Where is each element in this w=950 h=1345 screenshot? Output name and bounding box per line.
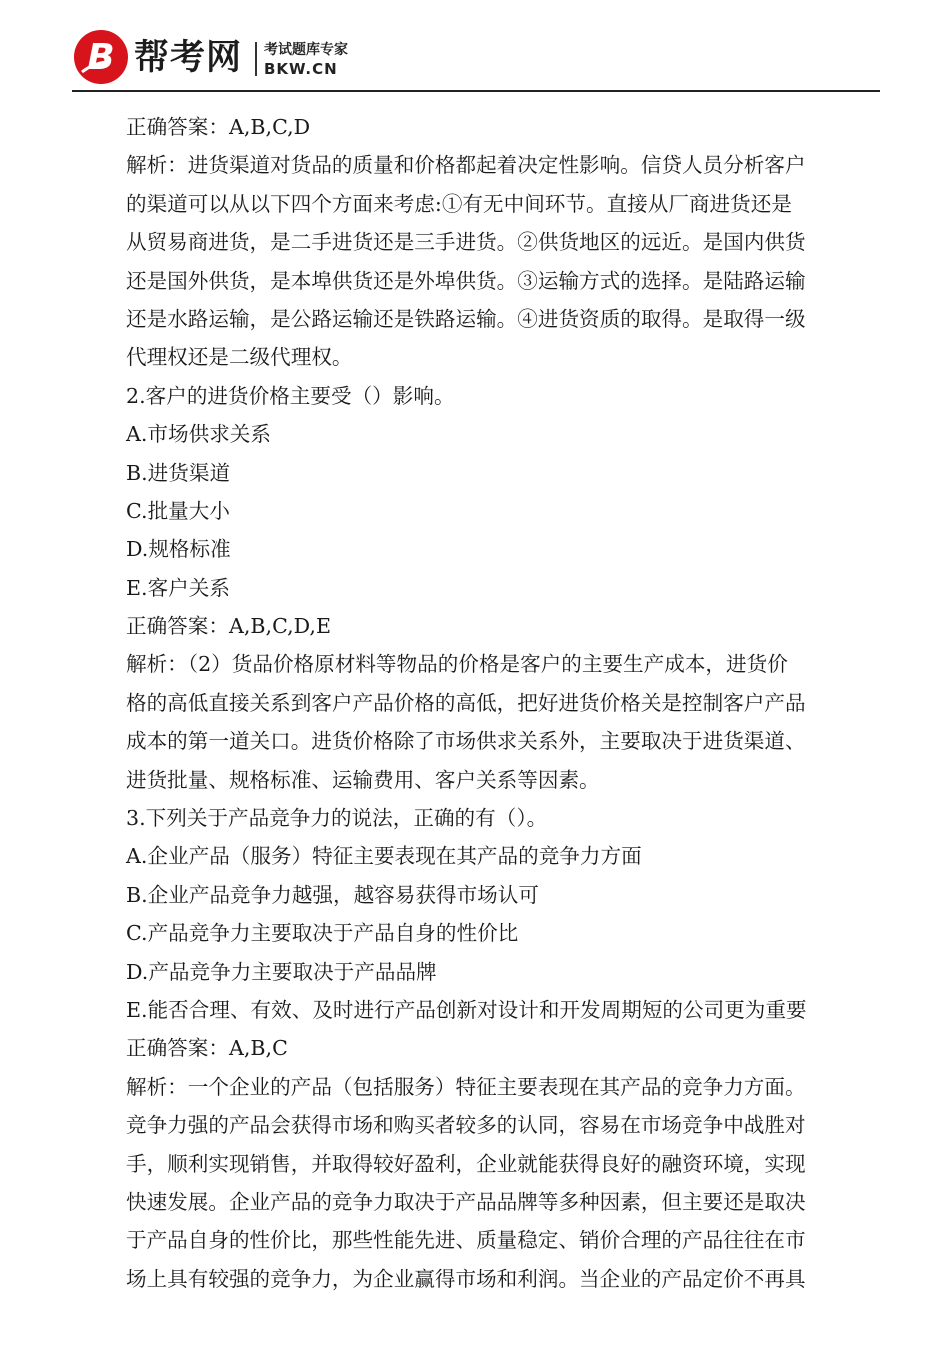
text-line: C.产品竞争力主要取决于产品自身的性价比 [126, 921, 519, 946]
text-line: 成本的第一道关口。进货价格除了市场供求关系外，主要取决于进货渠道、 [126, 729, 806, 754]
text-line: 格的高低直接关系到客户产品价格的高低，把好进货价格关是控制客户产品 [126, 690, 806, 715]
text-line: 快速发展。企业产品的竞争力取决于产品品牌等多种因素，但主要还是取决 [126, 1189, 806, 1214]
text-line: A.企业产品（服务）特征主要表现在其产品的竞争力方面 [126, 844, 642, 869]
header-rule [72, 90, 880, 92]
text-line: E.能否合理、有效、及时进行产品创新对设计和开发周期短的公司更为重要 [126, 997, 807, 1022]
page-header [72, 28, 880, 92]
text-line: 从贸易商进货，是二手进货还是三手进货。②供货地区的远近。是国内供货 [126, 230, 806, 255]
text-line: D.产品竞争力主要取决于产品品牌 [126, 959, 437, 984]
text-line: A.市场供求关系 [126, 422, 271, 447]
text-line: D.规格标准 [126, 537, 231, 562]
text-line: B.进货渠道 [126, 460, 231, 485]
text-line: 解析：一个企业的产品（包括服务）特征主要表现在其产品的竞争力方面。 [126, 1074, 806, 1099]
text-line: C.批量大小 [126, 498, 230, 523]
text-line: 进货批量、规格标准、运输费用、客户关系等因素。 [126, 767, 600, 792]
text-line: 于产品自身的性价比，那些性能先进、质量稳定、销价合理的产品往往在市 [126, 1228, 806, 1253]
logo-letter: B [87, 37, 115, 78]
text-line: 正确答案：A,B,C [126, 1036, 288, 1061]
brand-slogan: 考试题库专家 [264, 42, 348, 58]
text-line: B.企业产品竞争力越强，越容易获得市场认可 [126, 882, 539, 907]
text-line: 的渠道可以从以下四个方面来考虑:①有无中间环节。直接从厂商进货还是 [126, 191, 792, 216]
text-line: 正确答案：A,B,C,D,E [126, 614, 331, 639]
text-line: 正确答案：A,B,C,D [126, 115, 311, 139]
text-line: 解析：进货渠道对货品的质量和价格都起着决定性影响。信贷人员分析客户 [126, 153, 806, 178]
text-line: E.客户关系 [126, 575, 230, 600]
text-line: 代理权还是二级代理权。 [126, 345, 353, 370]
text-line: 竞争力强的产品会获得市场和购买者较多的认同，容易在市场竞争中战胜对 [126, 1113, 806, 1138]
document-body [126, 108, 866, 1298]
brand-url: BKW.CN [264, 60, 338, 78]
text-line: 还是水路运输，是公路运输还是铁路运输。④进货资质的取得。是取得一级 [126, 306, 806, 331]
text-line: 手，顺利实现销售，并取得较好盈利，企业就能获得良好的融资环境，实现 [126, 1151, 806, 1176]
text-line: 2.客户的进货价格主要受（）影响。 [126, 383, 455, 408]
text-line: 3.下列关于产品竞争力的说法，正确的有（）。 [126, 806, 548, 831]
text-line: 解析：（2）货品价格原材料等物品的价格是客户的主要生产成本，进货价 [126, 652, 788, 677]
text-line: 场上具有较强的竞争力，为企业赢得市场和利润。当企业的产品定价不再具 [126, 1266, 806, 1291]
brand-divider [255, 42, 257, 76]
bkw-logo-icon [72, 28, 130, 86]
text-line: 还是国外供货，是本埠供货还是外埠供货。③运输方式的选择。是陆路运输 [126, 268, 806, 293]
brand-name: 帮考网 [134, 38, 243, 78]
